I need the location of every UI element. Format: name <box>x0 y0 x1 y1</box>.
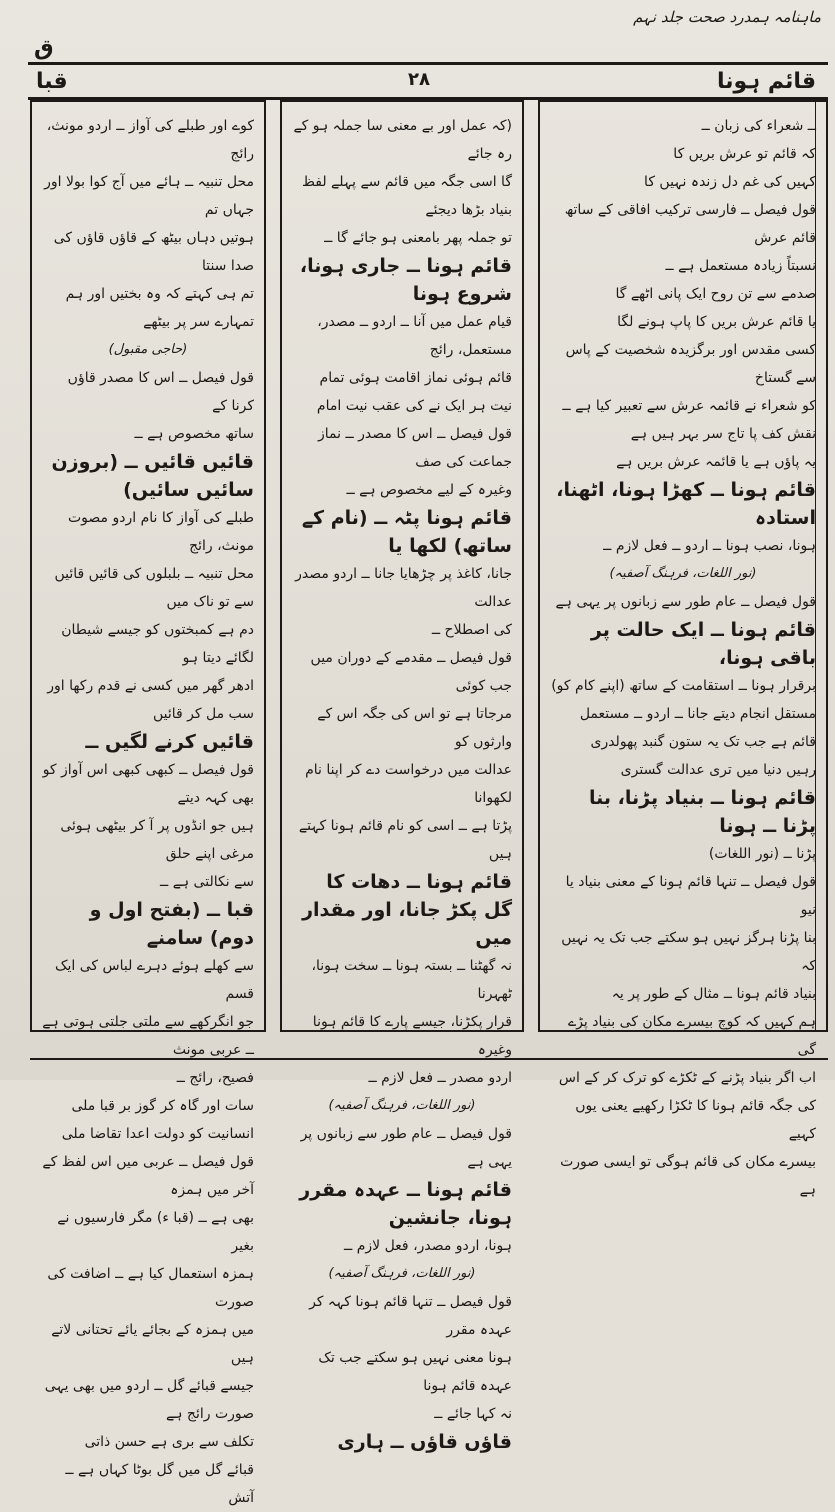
page-number: ۲۸ <box>408 69 430 90</box>
column-line: (نور اللغات، فرہنگ آصفیہ) <box>328 1266 476 1281</box>
column-line: کوے اور طبلے کی آواز ــ اردو مونث، رائج <box>46 118 254 162</box>
column-line: قول فیصل ــ عام طور سے زبانوں پر یہی ہے <box>555 594 816 610</box>
column-line: قائم ہونا ــ عہدہ مقرر ہونا، جانشین <box>299 1179 512 1229</box>
column-line: سے نکالتی ہے ــ <box>160 874 254 890</box>
column-line: جو انگرکھے سے ملتی جلتی ہوتی ہے ــ عربی مونث <box>42 1014 254 1058</box>
column-line: انسانیت کو دولت اعدا تقاضا ملی <box>61 1126 254 1142</box>
column-right <box>538 100 828 1198</box>
column-line: کسی مقدس اور برگزیدہ شخصیت کے پاس سے گستاخ <box>565 342 816 386</box>
column-line: کو شعراء نے قائمہ عرش سے تعبیر کیا ہے ــ <box>562 398 816 414</box>
column-line: بھی ہے ــ (قبا ء) مگر فارسیوں نے بغیر <box>57 1210 254 1254</box>
column-line: قول فیصل ــ تنہا قائم ہونا کہہ کر عہدہ مقرر <box>309 1294 512 1338</box>
column-line: سے کھلے ہوئے دہرے لباس کی ایک قسم <box>55 958 254 1002</box>
column-line: قائم ہوئی نماز اقامت ہوئی تمام <box>319 370 512 386</box>
magazine-note: ماہنامہ ہمدرد صحت جلد نہم <box>633 8 821 26</box>
column-line: ہونا، اردو مصدر، فعل لازم ــ <box>344 1238 512 1254</box>
column-line: رہیں دنیا میں تری عدالت گستری <box>620 762 816 778</box>
column-line: قائم ہونا ــ دھات کا گل پکڑ جانا، اور مقدار میں <box>302 871 512 949</box>
column-line: یا قائم عرش بریں کا پاپ ہونے لگا <box>617 314 816 330</box>
column-line: یہ پاؤں ہے یا قائمہ عرش بریں ہے <box>616 454 816 470</box>
column-line: قائم ہونا پٹہ ــ (نام کے ساتھ) لکھا یا <box>301 507 512 557</box>
column-line: قائم ہونا ــ ایک حالت پر باقی ہونا، <box>590 619 816 669</box>
column-line: ہونا، نصب ہونا ــ اردو ــ فعل لازم ــ <box>603 538 816 554</box>
column-line: (حاجی مقبول) <box>108 342 188 357</box>
column-line: میں ہمزہ کے بجائے یائے تحتانی لاتے ہیں <box>51 1322 254 1366</box>
running-header <box>28 62 828 100</box>
column-line: برقرار ہونا ــ استقامت کے ساتھ (اپنے کام کو) <box>551 678 816 694</box>
column-line: فصیح، رائج ــ <box>176 1070 254 1086</box>
column-line: تکلف سے بری ہے حسن ذاتی <box>84 1434 254 1450</box>
column-line: ہوتیں دہاں بیٹھ کے قاؤں قاؤں کی صدا سنتا <box>53 230 254 274</box>
column-line: قول فیصل ــ عربی میں اس لفظ کے آخر میں ہمزہ <box>42 1154 254 1198</box>
column-line: بیسرے مکان کی قائم ہوگی تو ایسی صورت ہے <box>560 1154 816 1198</box>
column-line: کی جگہ قائم ہونا کا ٹکڑا رکھیے یعنی یوں کہیے <box>575 1098 816 1142</box>
column-line: ہونا معنی نہیں ہو سکتے جب تک عہدہ قائم ہونا <box>318 1350 512 1394</box>
column-line: ــ شعراء کی زبان ــ <box>701 118 816 134</box>
bottom-rule <box>30 1058 828 1060</box>
column-line: اردو مصدر ــ فعل لازم ــ <box>368 1070 512 1086</box>
column-line: کہ قائم تو عرش بریں کا <box>673 146 816 162</box>
column-line: قاؤں قاؤں ــ ہاری <box>337 1431 512 1453</box>
column-line: نہ کہا جائے ــ <box>434 1406 512 1422</box>
column-line: قول فیصل ــ مقدمے کے دوران میں جب کوئی <box>310 650 512 694</box>
column-line: قائم ہے جب تک یہ ستون گنبد پھولدری <box>590 734 816 750</box>
column-line: قول فیصل ــ اس کا مصدر ــ نماز جماعت کی صف <box>318 426 512 470</box>
header-right-word: قائم ہونا <box>716 69 816 94</box>
column-line: کہیں کی غم دل زندہ نہیں کا <box>644 174 816 190</box>
column-line: دم ہے کمبختوں کو جیسے شیطان لگائے دیتا ہو <box>61 622 254 666</box>
column-line: بنا پڑنا ہرگز نہیں ہو سکتے جب تک یہ نہیں کہ <box>561 930 816 974</box>
column-line: عدالت میں درخواست دے کر اپنا نام لکھوانا <box>305 762 512 806</box>
column-line: قرار پکڑنا، جیسے پارے کا قائم ہونا وغیرہ <box>312 1014 512 1058</box>
column-line: پڑتا ہے ــ اسی کو نام قائم ہونا کہتے ہیں <box>298 818 512 862</box>
column-line: نیت ہر ایک نے کی عقب نیت امام <box>316 398 512 414</box>
column-line: گا اسی جگہ میں قائم سے پہلے لفظ بنیاد بڑھا دیجئے <box>301 174 512 218</box>
column-line: نقش کف پا تاج سر بہر ہیں ہے <box>630 426 816 442</box>
column-line: محل تنبیہ ــ ہائے میں آج کوا بولا اور جہاں تم <box>44 174 254 218</box>
corner-letter: ق <box>34 36 54 61</box>
column-line: قائم ہونا ــ کھڑا ہونا، اٹھنا، استادہ <box>556 479 816 529</box>
column-line: قول فیصل ــ اس کا مصدر قاؤں کرنا کے <box>67 370 254 414</box>
column-line: ہمزہ استعمال کیا ہے ــ اضافت کی صورت <box>47 1266 254 1310</box>
column-line: قائم ہونا ــ بنیاد پڑنا، بنا پڑنا ــ ہونا <box>589 787 816 837</box>
column-line: محل تنبیہ ــ بلبلوں کی قائیں قائیں سے تو ناک میں <box>54 566 254 610</box>
column-line: صدمے سے تن روح ایک پانی اٹھے گا <box>615 286 816 302</box>
column-line: بنیاد قائم ہونا ــ مثال کے طور پر یہ <box>611 986 816 1002</box>
column-line: قبا ــ (بفتح اول و دوم) سامنے <box>89 899 254 949</box>
column-line: مستقل انجام دیتے جانا ــ اردو ــ مستعمل <box>579 706 816 722</box>
column-line: پڑنا ــ (نور اللغات) <box>708 846 816 862</box>
column-line: قول فیصل ــ فارسی ترکیب افاقی کے ساتھ قائم عرش <box>564 202 816 246</box>
column-line: تو جملہ پھر بامعنی ہو جائے گا ــ <box>324 230 512 246</box>
column-line: جیسے قبائے گل ــ اردو میں بھی یہی صورت رائج ہے <box>44 1378 254 1422</box>
column-left <box>30 100 266 1506</box>
column-line: قول فیصل ــ تنہا قائم ہونا کے معنی بنیاد یا نیو <box>565 874 816 918</box>
column-line: ہیں جو انڈوں پر آ کر بیٹھی ہوئی مرغی اپنے حلق <box>60 818 254 862</box>
column-line: (نور اللغات، فرہنگ آصفیہ) <box>328 1098 476 1113</box>
column-line: قائیں کرنے لگیں ــ <box>85 731 254 753</box>
column-line: قول فیصل ــ کبھی کبھی اس آواز کو بھی کہہ دیتے <box>42 762 254 806</box>
column-line: کی اصطلاح ــ <box>431 622 512 638</box>
column-line: قیام عمل میں آنا ــ اردو ــ مصدر، مستعمل، رائج <box>317 314 512 358</box>
column-line: وغیرہ کے لیے مخصوص ہے ــ <box>346 482 512 498</box>
column-line: تم ہی کہتے کہ وہ بختیں اور ہم تمہارے سر پر بیٹھے <box>65 286 254 330</box>
column-line: جانا، کاغذ پر چڑھایا جانا ــ اردو مصدر عدالت <box>295 566 512 610</box>
column-line: نسبتاً زیادہ مستعمل ہے ــ <box>665 258 816 274</box>
column-line: (نور اللغات، فرہنگ آصفیہ) <box>609 566 757 581</box>
column-line: مرجاتا ہے تو اس کی جگہ اس کے وارثوں کو <box>317 706 512 750</box>
column-line: نہ گھٹنا ــ بستہ ہونا ــ سخت ہونا، ٹھہرنا <box>311 958 512 1002</box>
column-line: ہم کہیں کہ کوچ بیسرے مکان کی بنیاد پڑے گی <box>568 1014 816 1058</box>
column-line: قائیں قائیں ــ (بروزن سائیں سائیں) <box>51 451 254 501</box>
header-left-word: قبا <box>36 69 68 94</box>
column-middle <box>280 100 524 1453</box>
column-line: (کہ عمل اور بے معنی سا جملہ ہو کے رہ جائے <box>293 118 512 162</box>
column-line: طبلے کی آواز کا نام اردو مصوت مونث، رائج <box>68 510 254 554</box>
column-line: قبائے گل میں گل بوٹا کہاں ہے ــ آتش <box>65 1462 254 1506</box>
column-line: ساتھ مخصوص ہے ــ <box>134 426 254 442</box>
column-line: سات اور گاہ کر گوز بر قبا ملی <box>71 1098 254 1114</box>
column-line: ادھر گھر میں کسی نے قدم رکھا اور سب مل کر قائیں <box>47 678 254 722</box>
column-line: قول فیصل ــ عام طور سے زبانوں پر یہی ہے <box>300 1126 512 1170</box>
column-line: اب اگر بنیاد پڑنے کے ٹکڑے کو ترک کر کے اس <box>558 1070 816 1086</box>
column-line: قائم ہونا ــ جاری ہونا، شروع ہونا <box>299 255 512 305</box>
